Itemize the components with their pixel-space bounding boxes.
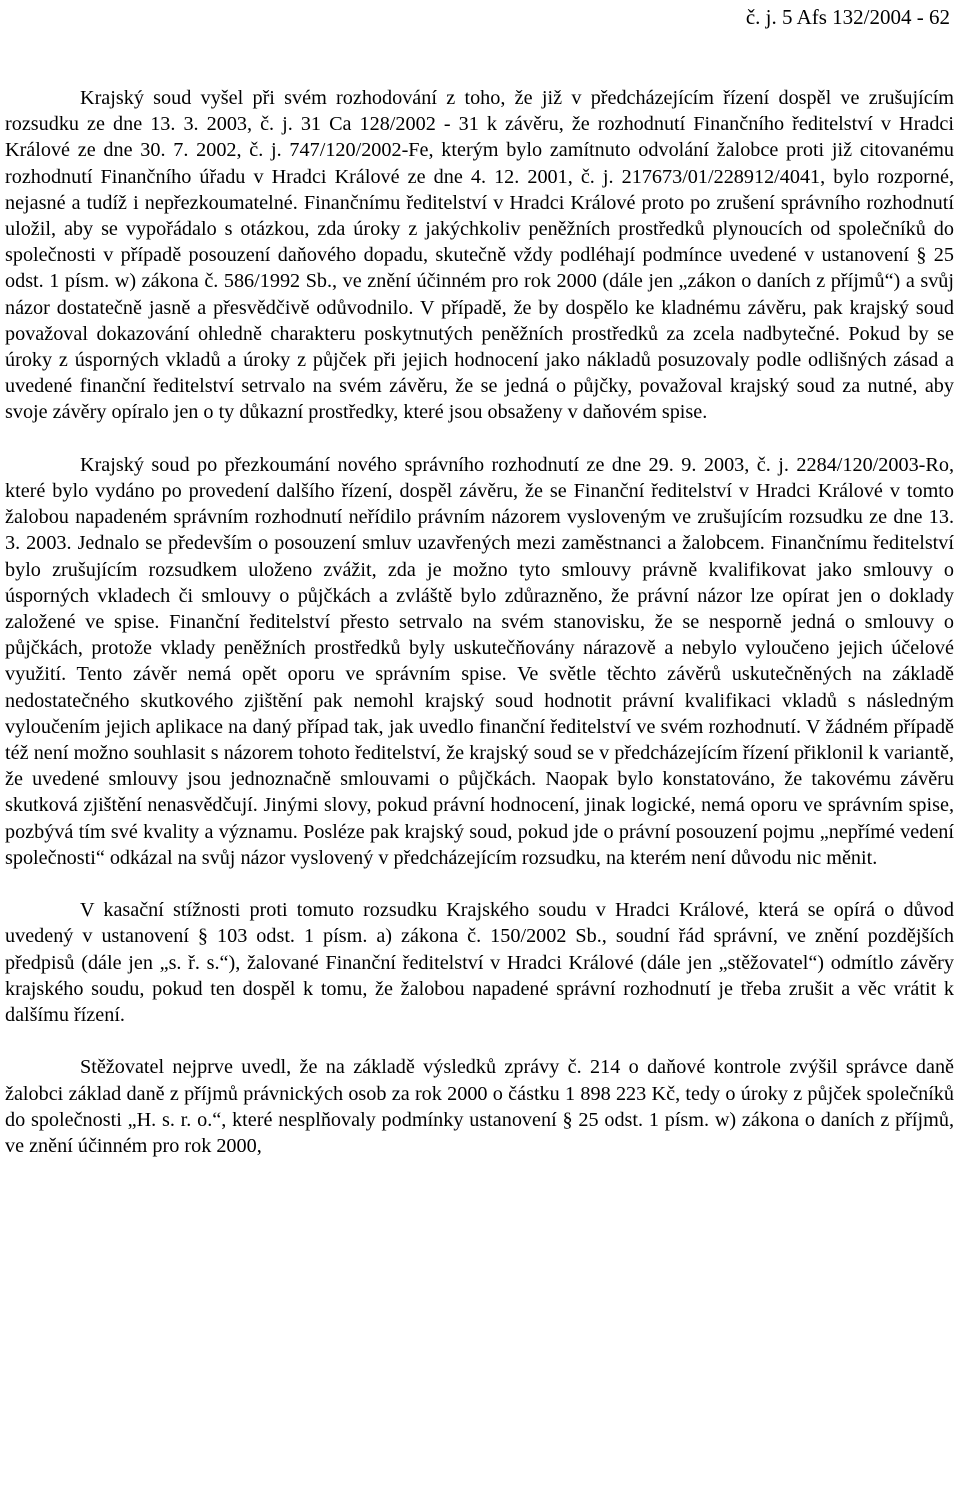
case-reference: č. j. 5 Afs 132/2004 - 62 [745, 5, 950, 29]
paragraph-4: Stěžovatel nejprve uvedl, že na základě výsledků zprávy č. 214 o daňové kontrole zvýšil správce daně žalobci základ daně z příjmů právnických osob za rok 2000 o částku 1 898 223 Kč, tedy o úroky z půjček společníků do společnosti „H. s. r. o.“, které nesplňovaly podmínky ustanovení § 25 odst. 1 písm. w) zákona o daních z příjmů, ve znění účinném pro rok 2000, [5, 1056, 954, 1158]
document-body [5, 85, 954, 1159]
paragraph-1: Krajský soud vyšel při svém rozhodování z toho, že již v předcházejícím řízení dospěl ve zrušujícím rozsudku ze dne 13. 3. 2003, č. j. 31 Ca 128/2002 - 31 k závěru, že rozhodnutí Finančního ředitelství v Hradci Králové ze dne 30. 7. 2002, č. j. 747/120/2002-Fe, kterým bylo zamítnuto odvolání žalobce proti již citovanému rozhodnutí Finančního úřadu v Hradci Králové ze dne 4. 12. 2001, č. j. 217673/01/228912/4041, bylo rozporné, nejasné a tudíž i nepřezkoumatelné. Finančnímu ředitelství v Hradci Králové proto po zrušení správního rozhodnutí uložil, aby se vypořádalo s otázkou, zda úroky z jakýchkoliv peněžních prostředků plynoucích od společníků do společnosti v případě posouzení daňového dopadu, skutečně vždy podléhají podmínce uvedené v ustanovení § 25 odst. 1 písm. w) zákona č. 586/1992 Sb., ve znění účinném pro rok 2000 (dále jen „zákon o daních z příjmů“) a svůj názor dostatečně jasně a přesvědčivě odůvodnilo. V případě, že by dospělo ke kladnému závěru, pak krajský soud považoval dokazování ohledně charakteru poskytnutých peněžních prostředků za zcela nadbytečné. Pokud by se úroky z úsporných vkladů a úroky z půjček při jejich hodnocení jako nákladů posuzovaly podle odlišných zásad a uvedené finanční ředitelství setrvalo na svém závěru, že se jedná o půjčky, považoval krajský soud za nutné, aby svoje závěry opíralo jen o ty důkazní prostředky, které jsou obsaženy v daňovém spise. [5, 87, 954, 424]
paragraph-2: Krajský soud po přezkoumání nového správního rozhodnutí ze dne 29. 9. 2003, č. j. 2284/120/2003-Ro, které bylo vydáno po provedení dalšího řízení, dospěl závěru, že se Finanční ředitelství v Hradci Králové v tomto žalobou napadeném správním rozhodnutí neřídilo právním názorem vysloveným ve zrušujícím rozsudku ze dne 13. 3. 2003. Jednalo se především o posouzení smluv uzavřených mezi zaměstnanci a žalobcem. Finančnímu ředitelství bylo zrušujícím rozsudkem uloženo zvážit, zda je možno tyto smlouvy právně kvalifikovat jako smlouvy o úsporných vkladech či smlouvy o půjčkách a zvláště bylo zdůrazněno, že právní názor lze opírat jen o doklady založené ve spise. Finanční ředitelství přesto setrvalo na svém stanovisku, že se nesporně jedná o smlouvy o půjčkách, protože vklady peněžních prostředků byly uskutečňovány nárazově a nebylo vyloučeno jejich účelové využití. Tento závěr nemá opět oporu ve správním spise. Ve světle těchto závěrů uskutečněných na základě nedostatečného skutkového zjištění pak nemohl krajský soud hodnotit právní kvalifikaci vkladů s následným vyloučením jejich aplikace na daný případ tak, jak uvedlo finanční ředitelství ve svém rozhodnutí. V žádném případě též není možno souhlasit s názorem tohoto ředitelství, že krajský soud se v předcházejícím řízení přiklonil k variantě, že uvedené smlouvy jsou jednoznačně smlouvami o půjčkách. Naopak bylo konstatováno, že takovému závěru skutková zjištění nenasvědčují. Jinými slovy, pokud právní hodnocení, jinak logické, nemá oporu ve správním spise, pozbývá tím své kvality a významu. Posléze pak krajský soud, pokud jde o právní posouzení pojmu „nepřímé vedení společnosti“ odkázal na svůj názor vyslovený v předcházejícím rozsudku, na kterém není důvodu nic měnit. [5, 453, 954, 869]
paragraph-3: V kasační stížnosti proti tomuto rozsudku Krajského soudu v Hradci Králové, která se opírá o důvod uvedený v ustanovení § 103 odst. 1 písm. a) zákona č. 150/2002 Sb., soudní řád správní, ve znění pozdějších předpisů (dále jen „s. ř. s.“), žalované Finanční ředitelství v Hradci Králové (dále jen „stěžovatel“) odmítlo závěry krajského soudu, pokud ten dospěl k tomu, že žalobou napadené správní rozhodnutí je třeba zrušit a věc vrátit k dalšímu řízení. [5, 899, 954, 1027]
